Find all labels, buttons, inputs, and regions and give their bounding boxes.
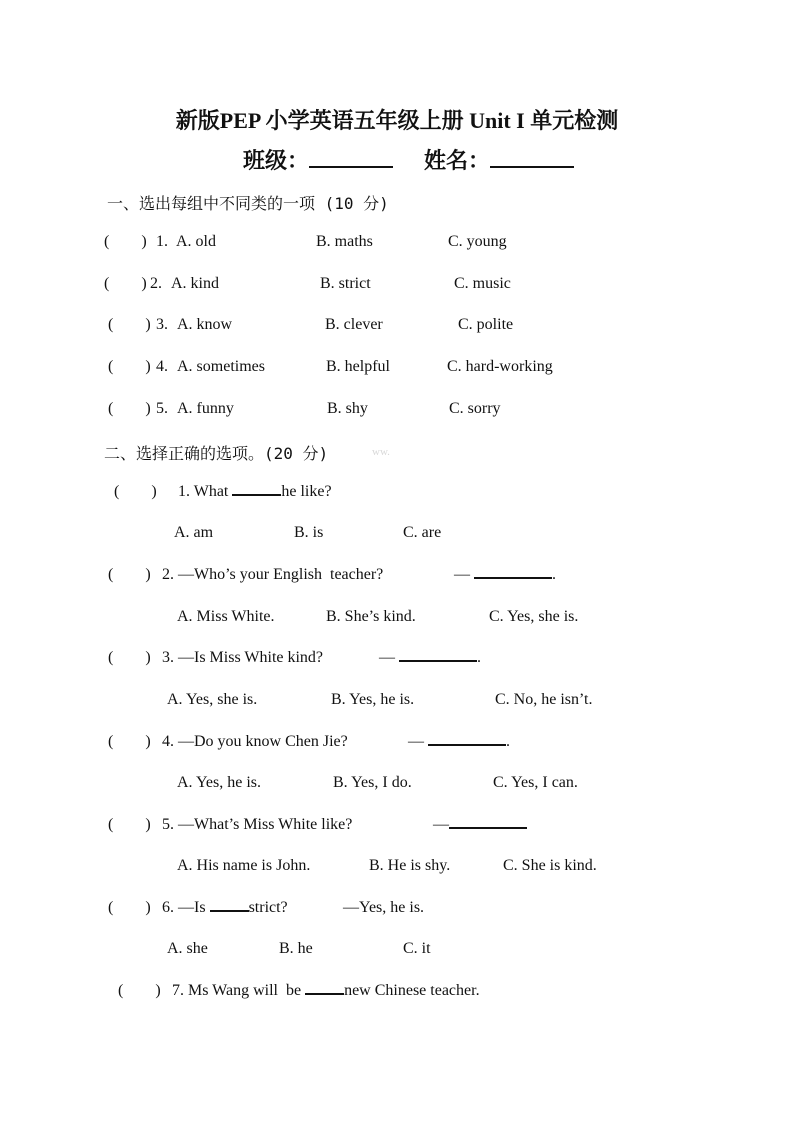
option-b: B. maths [316, 233, 373, 250]
option-b: B. She’s kind. [326, 608, 416, 625]
answer-blank[interactable] [428, 744, 506, 746]
option-a: A. Miss White. [177, 608, 275, 625]
option-c: C. Yes, she is. [489, 608, 579, 625]
dash: — [454, 566, 470, 583]
name-field [424, 144, 574, 175]
answer-paren[interactable]: ( ) [108, 400, 151, 417]
answer-blank[interactable] [399, 660, 477, 662]
answer-line: — . [454, 566, 556, 583]
option-c: C. sorry [449, 400, 501, 417]
option-c: C. it [403, 940, 431, 957]
question-stem: 4. —Do you know Chen Jie? [162, 733, 348, 750]
name-blank[interactable] [490, 166, 574, 168]
option-a: A. Yes, she is. [167, 691, 258, 708]
section2-heading: 二、选择正确的选项。(20 分) [104, 444, 329, 463]
option-c: C. young [448, 233, 507, 250]
option-a: A. she [167, 940, 208, 957]
answer-blank[interactable] [449, 827, 527, 829]
answer-paren[interactable]: ( ) [118, 982, 161, 999]
answer-line: — . [408, 733, 510, 750]
class-blank[interactable] [309, 166, 393, 168]
option-c: C. hard-working [447, 358, 553, 375]
stem-text: 7. Ms Wang will be [172, 982, 306, 999]
watermark: ww. [372, 446, 390, 458]
answer-paren[interactable]: ( ) [104, 275, 147, 292]
option-b: B. Yes, I do. [333, 774, 412, 791]
option-b: B. Yes, he is. [331, 691, 415, 708]
question-stem: 5. —What’s Miss White like? [162, 816, 353, 833]
option-b: B. he [279, 940, 313, 957]
dash: — [433, 816, 449, 833]
stem-text: 1. What [178, 483, 233, 500]
question-stem [178, 483, 332, 501]
answer-text: —Yes, he is. [343, 899, 425, 916]
option-a: A. funny [177, 400, 234, 417]
page-title: 新版PEP 小学英语五年级上册 Unit I 单元检测 [175, 108, 619, 133]
option-b: B. is [294, 524, 324, 541]
question-stem [172, 982, 480, 1000]
question-stem [162, 899, 288, 917]
option-b: B. shy [327, 400, 368, 417]
stem-text: he like? [281, 483, 332, 500]
option-c: C. polite [458, 316, 514, 333]
answer-blank[interactable] [474, 577, 552, 579]
item-number: 3. [156, 316, 168, 333]
class-label: 班级： [243, 148, 310, 173]
option-c: C. No, he isn’t. [495, 691, 593, 708]
option-c: C. Yes, I can. [493, 774, 578, 791]
class-field [243, 144, 393, 175]
answer-paren[interactable]: ( ) [108, 733, 151, 750]
option-a: A. His name is John. [177, 857, 311, 874]
option-b: B. clever [325, 316, 383, 333]
dash: — [408, 733, 424, 750]
stem-text: strict? [248, 899, 288, 916]
option-a: A. kind [171, 275, 219, 292]
name-label: 姓名： [424, 148, 491, 173]
answer-paren[interactable]: ( ) [108, 358, 151, 375]
option-a: A. know [177, 316, 233, 333]
item-number: 4. [156, 358, 168, 375]
option-c: C. music [454, 275, 511, 292]
option-a: A. Yes, he is. [177, 774, 262, 791]
stem-text: new Chinese teacher. [344, 982, 480, 999]
option-b: B. helpful [326, 358, 390, 375]
option-a: A. am [174, 524, 214, 541]
answer-paren[interactable]: ( ) [108, 566, 151, 583]
item-number: 1. [156, 233, 168, 250]
answer-paren[interactable]: ( ) [108, 816, 151, 833]
fill-blank[interactable] [232, 494, 281, 496]
answer-line [433, 816, 527, 834]
option-c: C. She is kind. [503, 857, 597, 874]
dash: — [379, 649, 395, 666]
answer-paren[interactable]: ( ) [104, 233, 147, 250]
stem-text: 6. —Is [162, 899, 210, 916]
option-a: A. old [176, 233, 216, 250]
answer-paren[interactable]: ( ) [108, 899, 151, 916]
question-stem: 3. —Is Miss White kind? [162, 649, 324, 666]
item-number: 5. [156, 400, 168, 417]
fill-blank[interactable] [210, 910, 249, 912]
section1-heading: 一、选出每组中不同类的一项 (10 分) [107, 194, 389, 213]
fill-blank[interactable] [305, 993, 344, 995]
option-b: B. He is shy. [369, 857, 451, 874]
question-stem: 2. —Who’s your English teacher? [162, 566, 384, 583]
item-number: 2. [150, 275, 162, 292]
option-a: A. sometimes [177, 358, 265, 375]
answer-line: — . [379, 649, 481, 666]
answer-paren[interactable]: ( ) [114, 483, 157, 500]
answer-paren[interactable]: ( ) [108, 316, 151, 333]
answer-paren[interactable]: ( ) [108, 649, 151, 666]
option-c: C. are [403, 524, 442, 541]
option-b: B. strict [320, 275, 371, 292]
